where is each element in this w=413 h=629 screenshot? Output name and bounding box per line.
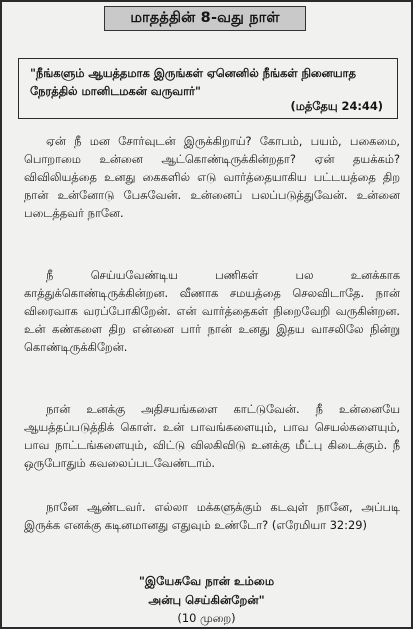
paragraph-3: நான் உனக்கு அதிசயங்களை காட்டுவேன். நீ உன்னையே ஆயத்தப்படுத்திக் கொள். உன் பாவங்களையும், பாவ செயல்களையும், பாவ நாட்டங்களையும், விட்டு விலகிவிடு உனக்கு மீட்பு கிடைக்கும். நீ ஒருபோதும் கவலைப்படவேண்டாம். — [24, 402, 400, 470]
paragraph-4: நானே ஆண்டவர். எல்லா மக்களுக்கும் கடவுள் நானே, அப்படி இருக்க எனக்கு கடினமானது எதுவும் உண்டோ? (எரேமியா 32:29) — [24, 500, 400, 532]
verse-box — [18, 58, 398, 119]
paragraph-2: நீ செய்யவேண்டிய பணிகள் பல உனக்காக காத்துக்கொண்டிருக்கின்றன. வீணாக சமயத்தை செலவிடாதே. நான் விரைவாக வரப்போகிறேன். என் வார்த்தைகள் நிறைவேறி வருகின்றன. உன் கண்களை திற என்னை பார் நான் உனது இதய வாசலிலே நின்று கொண்டிருக்கிறேன். — [24, 268, 400, 354]
repeat-count: (10 முறை) — [177, 611, 236, 625]
verse-text: "நீங்களும் ஆயத்தமாக இருங்கள் ஏனெனில் நீங்கள் நினையாத நேரத்தில் மானிடமகன் வருவார்" — [30, 66, 356, 98]
closing-prayer-line-2: அன்பு செய்கின்றேன்" — [148, 593, 265, 607]
page-title: மாதத்தின் 8-வது நாள் — [104, 6, 306, 31]
verse-reference: (மத்தேயு 24:44) — [290, 99, 383, 113]
paragraph-1: ஏன் நீ மன சோர்வுடன் இருக்கிறாய்? கோபம், பயம், பகைமை, பொறாமை உன்னை ஆட்கொண்டிருக்கின்றதா? ஏன் தயக்கம்? விவிலியத்தை உனது கைகளில் எடு வார்த்தையாகிய பட்டயத்தை திற நான் உன்னோடு பேசுவேன். உன்னைப் பலப்படுத்துவேன். உன்னை படைத்தவர் நானே. — [24, 134, 400, 220]
closing-prayer-line-1: "இயேசுவே நான் உம்மை — [138, 574, 275, 588]
